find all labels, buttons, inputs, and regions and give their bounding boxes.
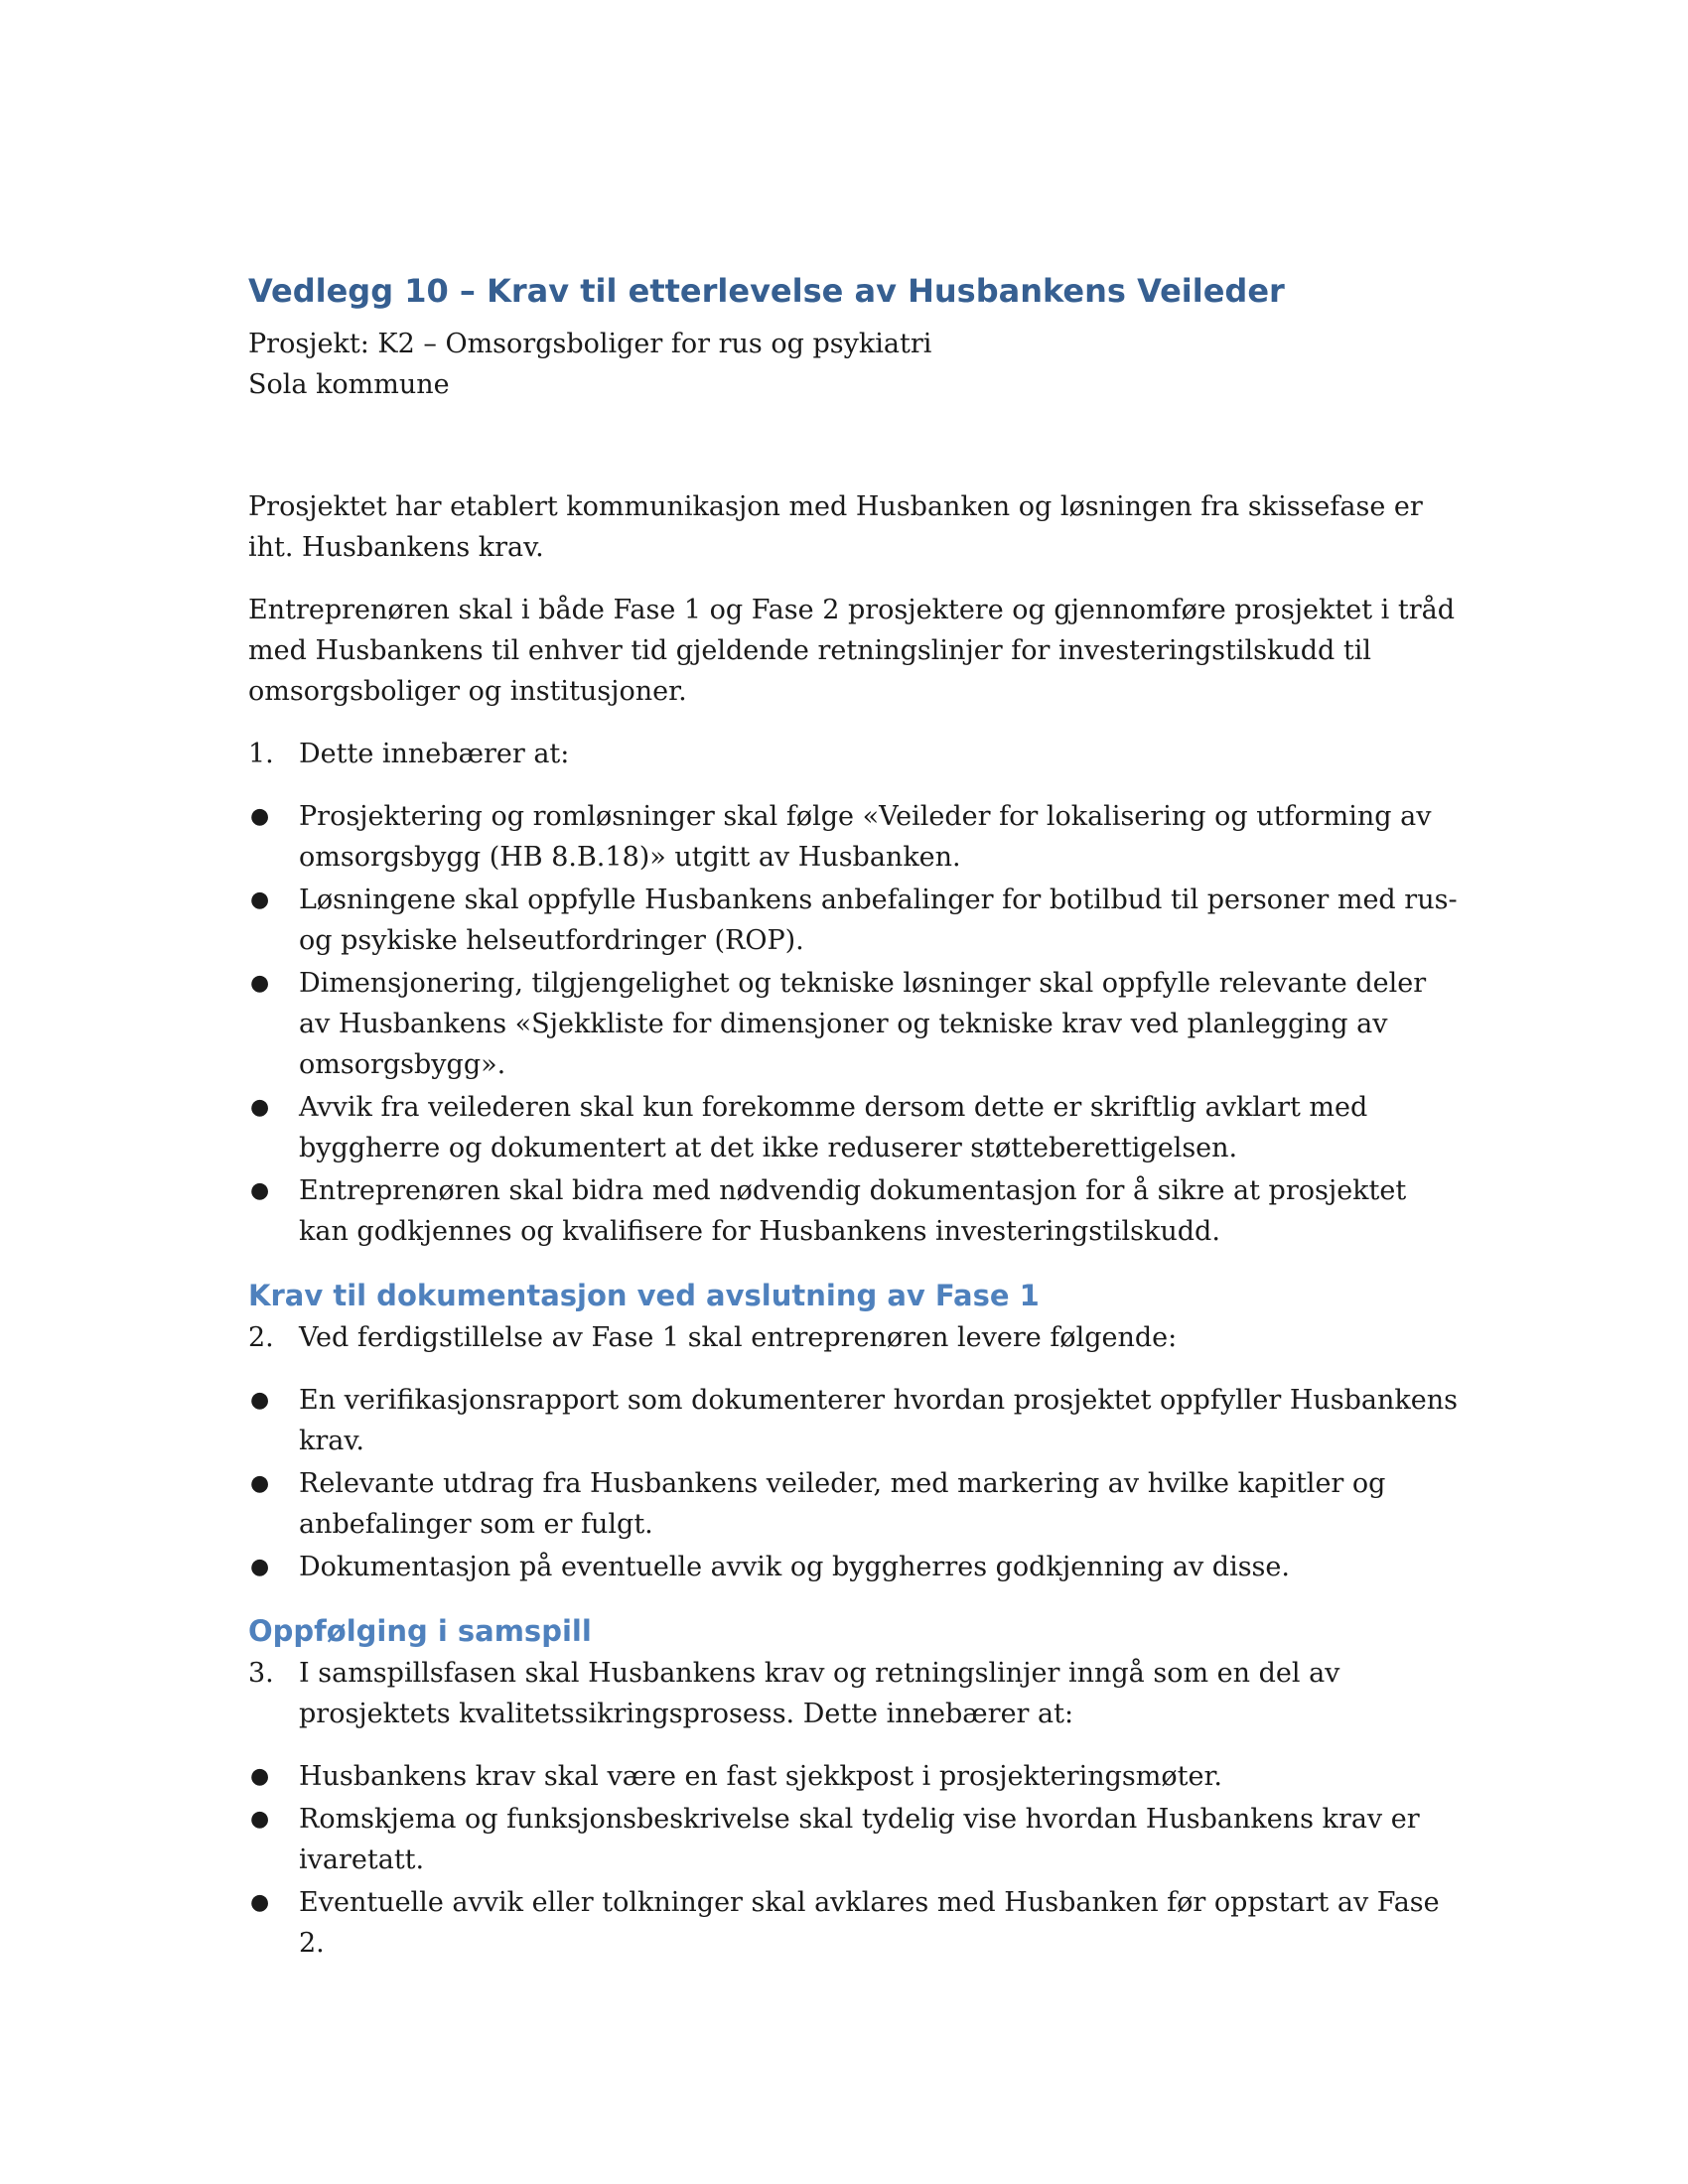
intro-paragraph: Entreprenøren skal i både Fase 1 og Fase 2 prosjektere og gjennomføre prosjektet i tråd med Husbankens til enhver tid gjeldende retningslinjer for investeringstilskudd til omsorgsboliger og institusjoner. bbox=[248, 595, 1455, 707]
list-item-text: Eventuelle avvik eller tolkninger skal avklares med Husbanken før oppstart av Fase 2. bbox=[299, 1887, 1440, 1959]
numbered-item-3 bbox=[248, 1653, 1460, 1734]
list-item bbox=[248, 963, 1460, 1085]
list-item-text: Entreprenøren skal bidra med nødvendig dokumentasjon for å sikre at prosjektet kan godkjennes og kvalifisere for Husbankens investeringstilskudd. bbox=[299, 1175, 1407, 1247]
list-item-text: Løsningene skal oppfylle Husbankens anbefalinger for botilbud til personer med rus- og psykiske helseutfordringer (ROP). bbox=[299, 885, 1458, 956]
bullet-icon: ● bbox=[250, 1807, 270, 1832]
numbered-item-2 bbox=[248, 1317, 1460, 1358]
numbered-item-1 bbox=[248, 734, 1460, 774]
document-title: Vedlegg 10 – Krav til etterlevelse av Husbankens Veileder bbox=[248, 272, 1285, 310]
bullet-icon: ● bbox=[250, 1178, 270, 1203]
list-item-text: Dokumentasjon på eventuelle avvik og byggherres godkjenning av disse. bbox=[299, 1552, 1290, 1582]
list-number: 1. bbox=[248, 739, 274, 769]
intro-paragraph: Prosjektet har etablert kommunikasjon med Husbanken og løsningen fra skissefase er iht. Husbankens krav. bbox=[248, 491, 1423, 563]
bullet-icon: ● bbox=[250, 1388, 270, 1413]
list-item bbox=[248, 1380, 1460, 1461]
document-page bbox=[248, 264, 1460, 1964]
bullet-icon: ● bbox=[250, 887, 270, 912]
bullet-icon: ● bbox=[250, 1890, 270, 1915]
municipality: Sola kommune bbox=[248, 369, 450, 400]
list-item-text: Dimensjonering, tilgjengelighet og tekniske løsninger skal oppfylle relevante deler av Husbankens «Sjekkliste for dimensjoner og tekniske krav ved planlegging av omsorgsbygg». bbox=[299, 968, 1427, 1080]
list-number: 3. bbox=[248, 1658, 274, 1689]
bullet-icon: ● bbox=[250, 971, 270, 996]
project-line: Prosjekt: K2 – Omsorgsboliger for rus og psykiatri bbox=[248, 329, 932, 359]
list-item-text: Relevante utdrag fra Husbankens veileder, med markering av hvilke kapitler og anbefalinger som er fulgt. bbox=[299, 1468, 1386, 1540]
list-item-text: Avvik fra veilederen skal kun forekomme dersom dette er skriftlig avklart med byggherre og dokumentert at det ikke reduserer støtteberettigelsen. bbox=[299, 1092, 1368, 1163]
bullet-icon: ● bbox=[250, 1764, 270, 1789]
bullet-list-3 bbox=[248, 1756, 1460, 1964]
list-item bbox=[248, 1087, 1460, 1168]
bullet-icon: ● bbox=[250, 1555, 270, 1579]
list-item bbox=[248, 1463, 1460, 1545]
list-item bbox=[248, 1170, 1460, 1252]
numbered-item-text: Ved ferdigstillelse av Fase 1 skal entreprenøren levere følgende: bbox=[299, 1322, 1178, 1353]
bullet-list-1 bbox=[248, 796, 1460, 1252]
list-item-text: Prosjektering og romløsninger skal følge «Veileder for lokalisering og utforming av omsorgsbygg (HB 8.B.18)» utgitt av Husbanken. bbox=[299, 801, 1432, 873]
list-item bbox=[248, 1799, 1460, 1880]
list-item bbox=[248, 880, 1460, 961]
list-item-text: En verifikasjonsrapport som dokumenterer hvordan prosjektet oppfyller Husbankens krav. bbox=[299, 1385, 1458, 1456]
list-item bbox=[248, 1547, 1460, 1587]
list-item bbox=[248, 1756, 1460, 1797]
list-number: 2. bbox=[248, 1322, 274, 1353]
list-item-text: Husbankens krav skal være en fast sjekkpost i prosjekteringsmøter. bbox=[299, 1761, 1222, 1792]
numbered-item-text: Dette innebærer at: bbox=[299, 739, 570, 769]
bullet-icon: ● bbox=[250, 1471, 270, 1496]
section-heading: Oppfølging i samspill bbox=[248, 1614, 592, 1648]
numbered-item-text: I samspillsfasen skal Husbankens krav og retningslinjer inngå som en del av prosjektets kvalitetssikringsprosess. Dette innebærer at: bbox=[299, 1658, 1340, 1729]
list-item-text: Romskjema og funksjonsbeskrivelse skal tydelig vise hvordan Husbankens krav er ivaretatt. bbox=[299, 1804, 1420, 1875]
list-item bbox=[248, 796, 1460, 878]
section-heading: Krav til dokumentasjon ved avslutning av Fase 1 bbox=[248, 1279, 1040, 1312]
bullet-icon: ● bbox=[250, 804, 270, 829]
bullet-list-2 bbox=[248, 1380, 1460, 1587]
list-item bbox=[248, 1882, 1460, 1964]
bullet-icon: ● bbox=[250, 1095, 270, 1120]
